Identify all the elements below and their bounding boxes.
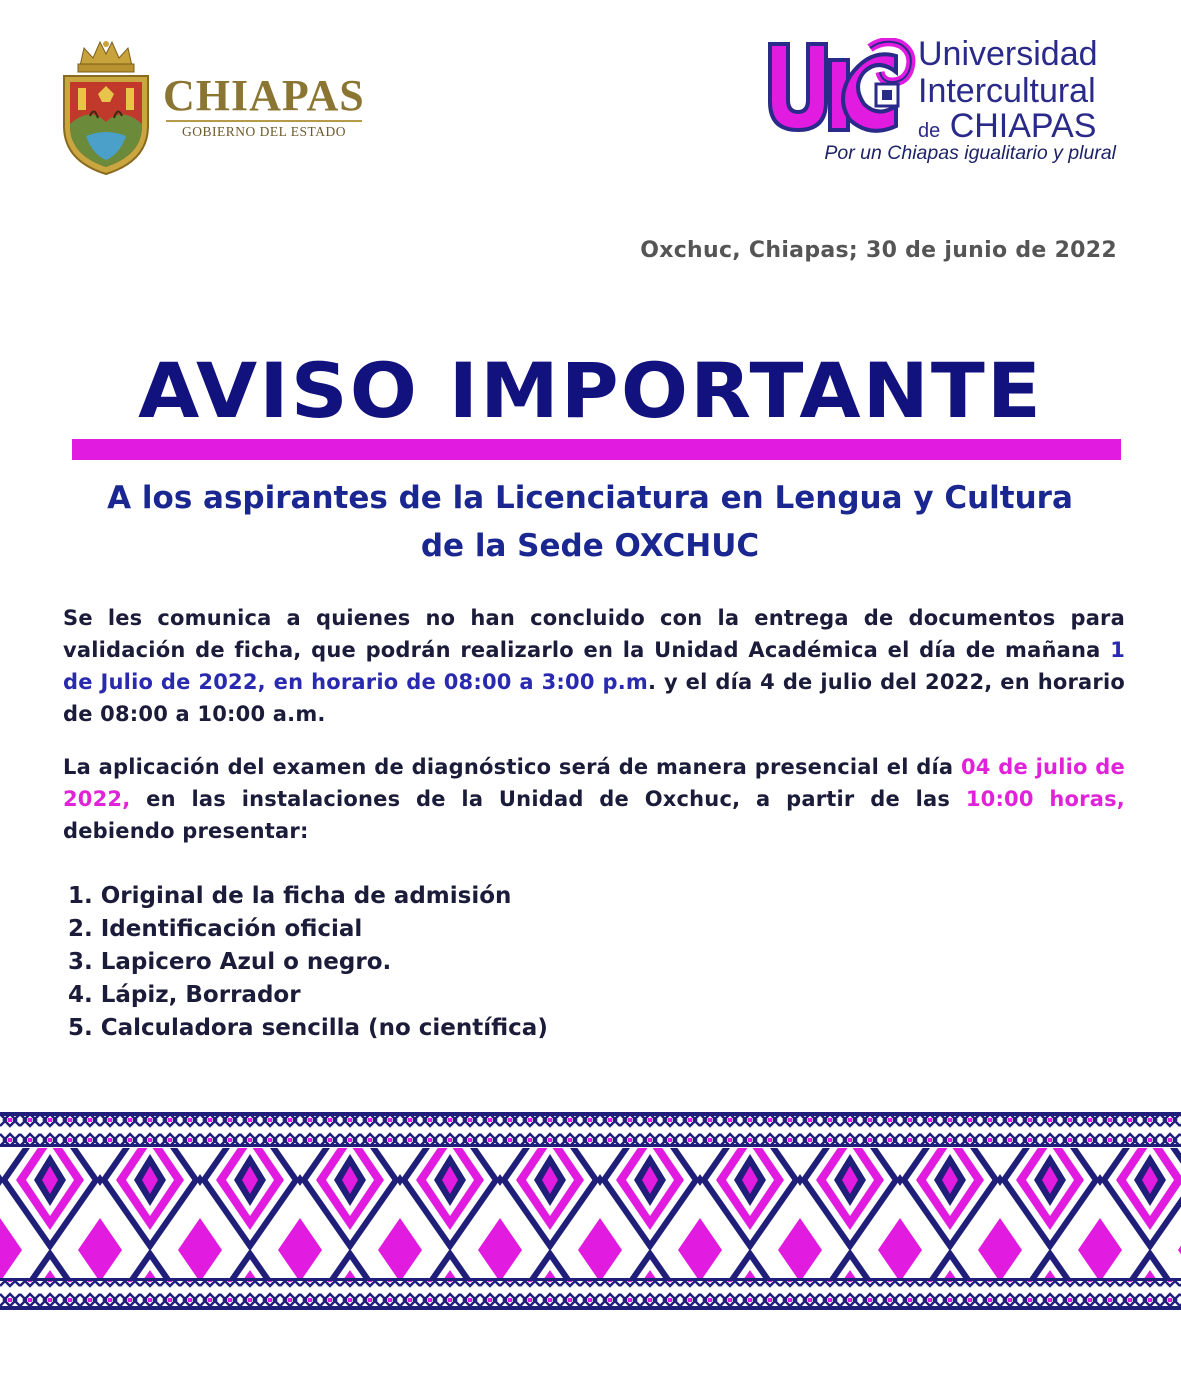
- university-name-line1: Universidad: [918, 35, 1098, 73]
- list-item: 2. Identificación oficial: [68, 916, 363, 942]
- paragraph2-highlight-time: 10:00 horas,: [965, 787, 1125, 811]
- date-location: Oxchuc, Chiapas; 30 de junio de 2022: [640, 238, 1117, 263]
- university-name-line2: Intercultural: [918, 72, 1096, 110]
- list-item: 3. Lapicero Azul o negro.: [68, 949, 392, 975]
- paragraph1-text: Se les comunica a quienes no han concluido con la entrega de documentos para validación de ficha, que podrán realizarlo en la Unidad Académica el día de mañana: [63, 606, 1125, 662]
- notice-paragraph-documents: [63, 602, 1125, 730]
- paragraph1-text-end: . y el día 4 de julio del 2022, en horario de 08:00 a 10:00 a.m.: [63, 670, 1125, 726]
- requirements-list: [68, 880, 768, 1045]
- notice-paragraph-exam: [63, 751, 1125, 847]
- paragraph1-highlight-date: 1 de Julio de 2022, en horario de 08:00 a 3:00 p.m: [63, 638, 1125, 694]
- textile-border-pattern: [0, 1110, 1181, 1310]
- paragraph2-text-mid: en las instalaciones de la Unidad de Oxchuc, a partir de las: [130, 787, 966, 811]
- chiapas-coat-of-arms-icon: [60, 36, 152, 176]
- paragraph2-text-end: debiendo presentar:: [63, 819, 309, 843]
- paragraph2-highlight-date: 04 de julio de 2022,: [63, 755, 1125, 811]
- subtitle-line2: de la Sede OXCHUC: [420, 528, 760, 564]
- subtitle-line1: A los aspirantes de la Licenciatura en Lengua y Cultura: [107, 480, 1073, 516]
- university-tagline: Por un Chiapas igualitario y plural: [824, 142, 1116, 164]
- page-title: AVISO IMPORTANTE: [138, 346, 1043, 435]
- government-divider: [166, 120, 362, 122]
- university-name-de: de: [918, 120, 941, 142]
- government-subtitle: GOBIERNO DEL ESTADO: [182, 124, 346, 139]
- title-underline-bar: [72, 439, 1121, 460]
- paragraph2-text: La aplicación del examen de diagnóstico será de manera presencial el día: [63, 755, 961, 779]
- list-item: 5. Calculadora sencilla (no científica): [68, 1015, 548, 1041]
- university-name-chiapas: CHIAPAS: [949, 107, 1097, 145]
- university-logo-icon: [766, 38, 916, 142]
- list-item: 4. Lápiz, Borrador: [68, 982, 301, 1008]
- government-name: CHIAPAS: [163, 71, 365, 120]
- list-item: 1. Original de la ficha de admisión: [68, 883, 512, 909]
- notice-subtitle: [40, 474, 1140, 570]
